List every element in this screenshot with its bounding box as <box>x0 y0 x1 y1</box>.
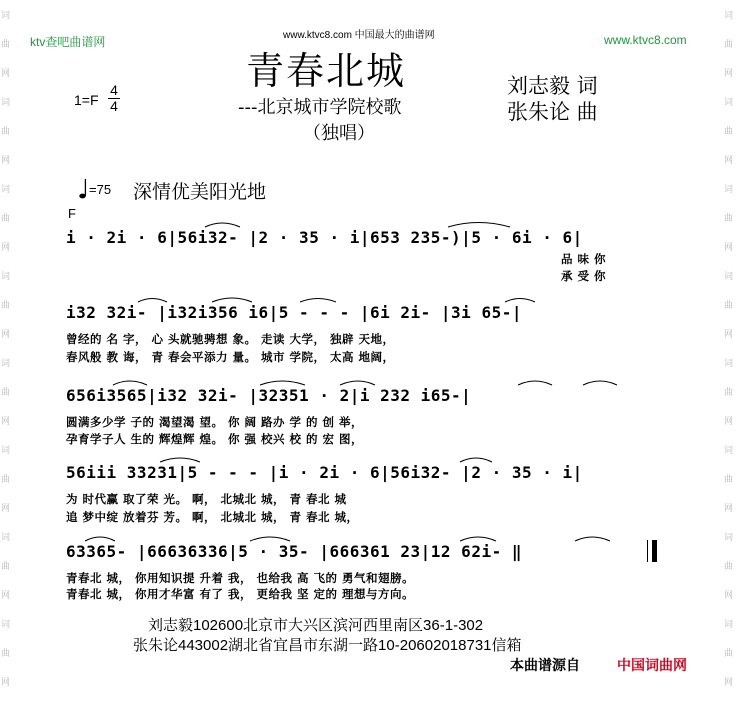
watermark-char: 词 <box>724 620 734 630</box>
watermark-char: 词 <box>724 272 734 282</box>
watermark-char: 词 <box>1 11 11 21</box>
time-bottom: 4 <box>108 98 120 114</box>
watermark-char: 词 <box>724 11 734 21</box>
watermark-char: 词 <box>724 185 734 195</box>
source-site-link[interactable]: 中国词曲网 <box>617 657 687 673</box>
lyric-row-3-verse-2: 孕育学子人 生的 辉煌辉 煌。 你 强 校兴 校 的 宏 图， <box>66 432 364 446</box>
song-title: 青春北城 <box>246 49 407 93</box>
watermark-char: 词 <box>724 446 734 456</box>
header-right-site: www.ktvc8.com <box>604 33 687 47</box>
watermark-char: 词 <box>724 98 734 108</box>
watermark-char: 曲 <box>724 40 734 50</box>
watermark-char: 词 <box>1 620 11 630</box>
watermark-char: 曲 <box>1 388 11 398</box>
chord-symbol: F <box>68 206 76 221</box>
lyricist-credit: 刘志毅 词 <box>507 74 598 98</box>
watermark-char: 曲 <box>1 40 11 50</box>
header-center-site: www.ktvc8.com 中国最大的曲谱网 <box>283 30 435 41</box>
watermark-char: 词 <box>724 533 734 543</box>
lyric-row-1-verse-1: 品 味 你 <box>561 252 607 266</box>
watermark-char: 曲 <box>1 562 11 572</box>
lyric-row-4-verse-2: 追 梦中绽 放着芬 芳。 啊， 北城北 城， 青 春北 城， <box>66 510 359 524</box>
watermark-char: 曲 <box>724 388 734 398</box>
final-barline-thin <box>647 540 648 562</box>
watermark-char: 网 <box>1 243 11 253</box>
watermark-char: 网 <box>1 330 11 340</box>
lyric-row-2-verse-1: 曾经的 名 字， 心 头就驰骋想 象。 走读 大学， 独辟 天地， <box>66 332 395 346</box>
watermark-char: 曲 <box>724 214 734 224</box>
watermark-char: 网 <box>724 678 734 688</box>
key-signature: 1=F <box>74 92 99 108</box>
watermark-char: 曲 <box>724 562 734 572</box>
watermark-char: 曲 <box>724 475 734 485</box>
lyric-row-2-verse-2: 春风般 教 诲， 青 春会平添力 量。 城市 学院， 太高 地阔， <box>66 350 395 364</box>
watermark-char: 曲 <box>1 301 11 311</box>
composer-credit: 张朱论 曲 <box>507 100 598 124</box>
watermark-char: 词 <box>1 359 11 369</box>
source-label: 本曲谱源自 <box>510 657 580 673</box>
header-left-site: ktv查吧曲谱网 <box>30 35 106 49</box>
watermark-char: 网 <box>724 243 734 253</box>
watermark-char: 词 <box>1 446 11 456</box>
watermark-char: 词 <box>1 533 11 543</box>
song-mode: （独唱） <box>303 123 375 144</box>
watermark-char: 曲 <box>724 301 734 311</box>
watermark-char: 网 <box>1 678 11 688</box>
watermark-char: 网 <box>1 417 11 427</box>
watermark-char: 词 <box>1 98 11 108</box>
notation-row-2: i32 32i- |i32i356 i6|5 - - - |6i 2i- |3i 65-| <box>66 303 522 322</box>
lyric-row-5-verse-1: 青春北 城， 你用知识提 升着 我， 也给我 高 飞的 勇气和翅膀。 <box>66 571 415 585</box>
watermark-char: 网 <box>1 591 11 601</box>
watermark-char: 网 <box>724 330 734 340</box>
address-lyricist: 刘志毅102600北京市大兴区滨河西里南区36-1-302 <box>148 617 484 634</box>
notation-row-3: 656i3565|i32 32i- |32351 · 2|i 232 i65-| <box>66 386 472 405</box>
watermark-char: 网 <box>724 591 734 601</box>
watermark-char: 网 <box>724 69 734 79</box>
watermark-char: 网 <box>724 156 734 166</box>
watermark-char: 曲 <box>1 475 11 485</box>
watermark-char: 词 <box>724 359 734 369</box>
address-composer: 张朱论443002湖北省宜昌市东湖一路10-20602018731信箱 <box>133 637 522 654</box>
time-top: 4 <box>110 82 118 98</box>
watermark-char: 曲 <box>1 127 11 137</box>
notation-row-1: i · 2i · 6|56i32- |2 · 35 · i|653 235-)|5 · 6i · 6| <box>66 228 583 247</box>
watermark-char: 网 <box>1 504 11 514</box>
watermark-char: 曲 <box>1 214 11 224</box>
lyric-row-1-verse-2: 承 受 你 <box>561 269 607 283</box>
watermark-char: 网 <box>1 69 11 79</box>
watermark-char: 曲 <box>724 649 734 659</box>
watermark-char: 曲 <box>1 649 11 659</box>
expression-marking: 深情优美阳光地 <box>133 181 267 203</box>
watermark-char: 网 <box>1 156 11 166</box>
watermark-char: 词 <box>1 272 11 282</box>
notation-row-5: 63365- |66636336|5 · 35- |666361 23|12 62i- ‖ <box>66 542 522 561</box>
tempo-value: =75 <box>89 182 112 197</box>
watermark-char: 网 <box>724 504 734 514</box>
watermark-char: 词 <box>1 185 11 195</box>
song-subtitle: ---北京城市学院校歌 <box>238 97 402 118</box>
final-barline-thick <box>652 540 657 562</box>
watermark-char: 网 <box>724 417 734 427</box>
lyric-row-4-verse-1: 为 时代赢 取了荣 光。 啊， 北城北 城， 青 春北 城 <box>66 492 347 506</box>
lyric-row-3-verse-1: 圆满多少学 子的 渴望渴 望。 你 阔 路办 学 的 创 举， <box>66 415 364 429</box>
lyric-row-5-verse-2: 青春北 城， 你用才华富 有了 我， 更给我 坚 定的 理想与方向。 <box>66 587 415 601</box>
notation-row-4: 56iii 33231|5 - - - |i · 2i · 6|56i32- |2 · 35 · i| <box>66 463 583 482</box>
watermark-char: 曲 <box>724 127 734 137</box>
